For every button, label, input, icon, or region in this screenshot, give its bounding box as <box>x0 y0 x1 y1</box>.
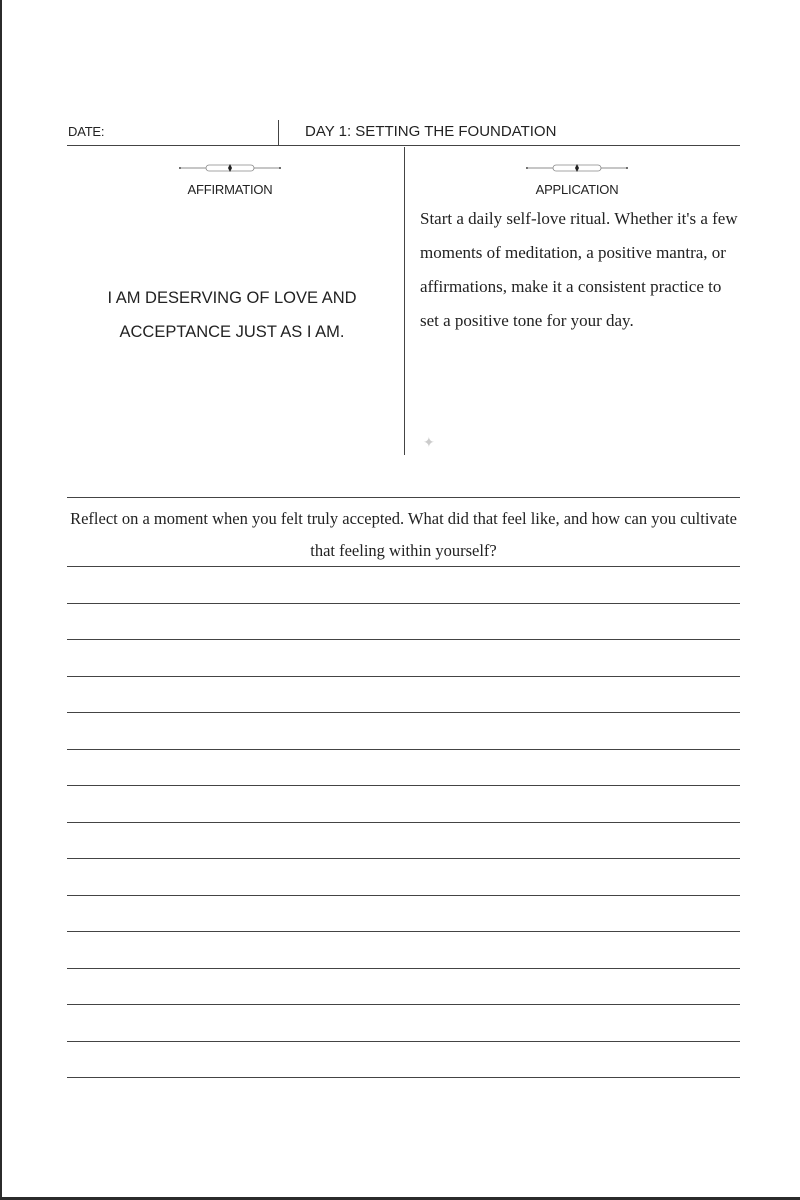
ornament-icon <box>525 163 629 173</box>
writing-line[interactable] <box>67 639 740 640</box>
writing-line[interactable] <box>67 712 740 713</box>
writing-line[interactable] <box>67 603 740 604</box>
journal-page <box>2 0 800 1197</box>
header-divider <box>278 120 279 145</box>
ornament-icon <box>178 163 282 173</box>
header-rule <box>67 145 740 146</box>
writing-line[interactable] <box>67 1004 740 1005</box>
prompt-top-rule <box>67 497 740 498</box>
writing-line[interactable] <box>67 968 740 969</box>
writing-line[interactable] <box>67 1041 740 1042</box>
writing-line[interactable] <box>67 676 740 677</box>
writing-line[interactable] <box>67 566 740 567</box>
affirmation-label: AFFIRMATION <box>187 182 273 197</box>
writing-line[interactable] <box>67 1077 740 1078</box>
writing-line[interactable] <box>67 931 740 932</box>
writing-line[interactable] <box>67 749 740 750</box>
writing-line[interactable] <box>67 895 740 896</box>
application-text: Start a daily self-love ritual. Whether it's a few moments of meditation, a positive mantra, or affirmations, make it a consistent practice to set a positive tone for your day. <box>420 209 738 330</box>
writing-line[interactable] <box>67 785 740 786</box>
writing-line[interactable] <box>67 822 740 823</box>
reflection-prompt: Reflect on a moment when you felt truly accepted. What did that feel like, and how can you cultivate that feeling within yourself? <box>70 509 737 560</box>
sparkle-icon: ✦ <box>423 434 435 450</box>
affirmation-text: I AM DESERVING OF LOVE AND ACCEPTANCE JUST AS I AM. <box>107 289 357 341</box>
day-title: DAY 1: SETTING THE FOUNDATION <box>305 123 557 140</box>
writing-line[interactable] <box>67 858 740 859</box>
date-label: DATE: <box>68 124 105 139</box>
application-label: APPLICATION <box>535 182 619 197</box>
column-divider <box>404 147 405 455</box>
